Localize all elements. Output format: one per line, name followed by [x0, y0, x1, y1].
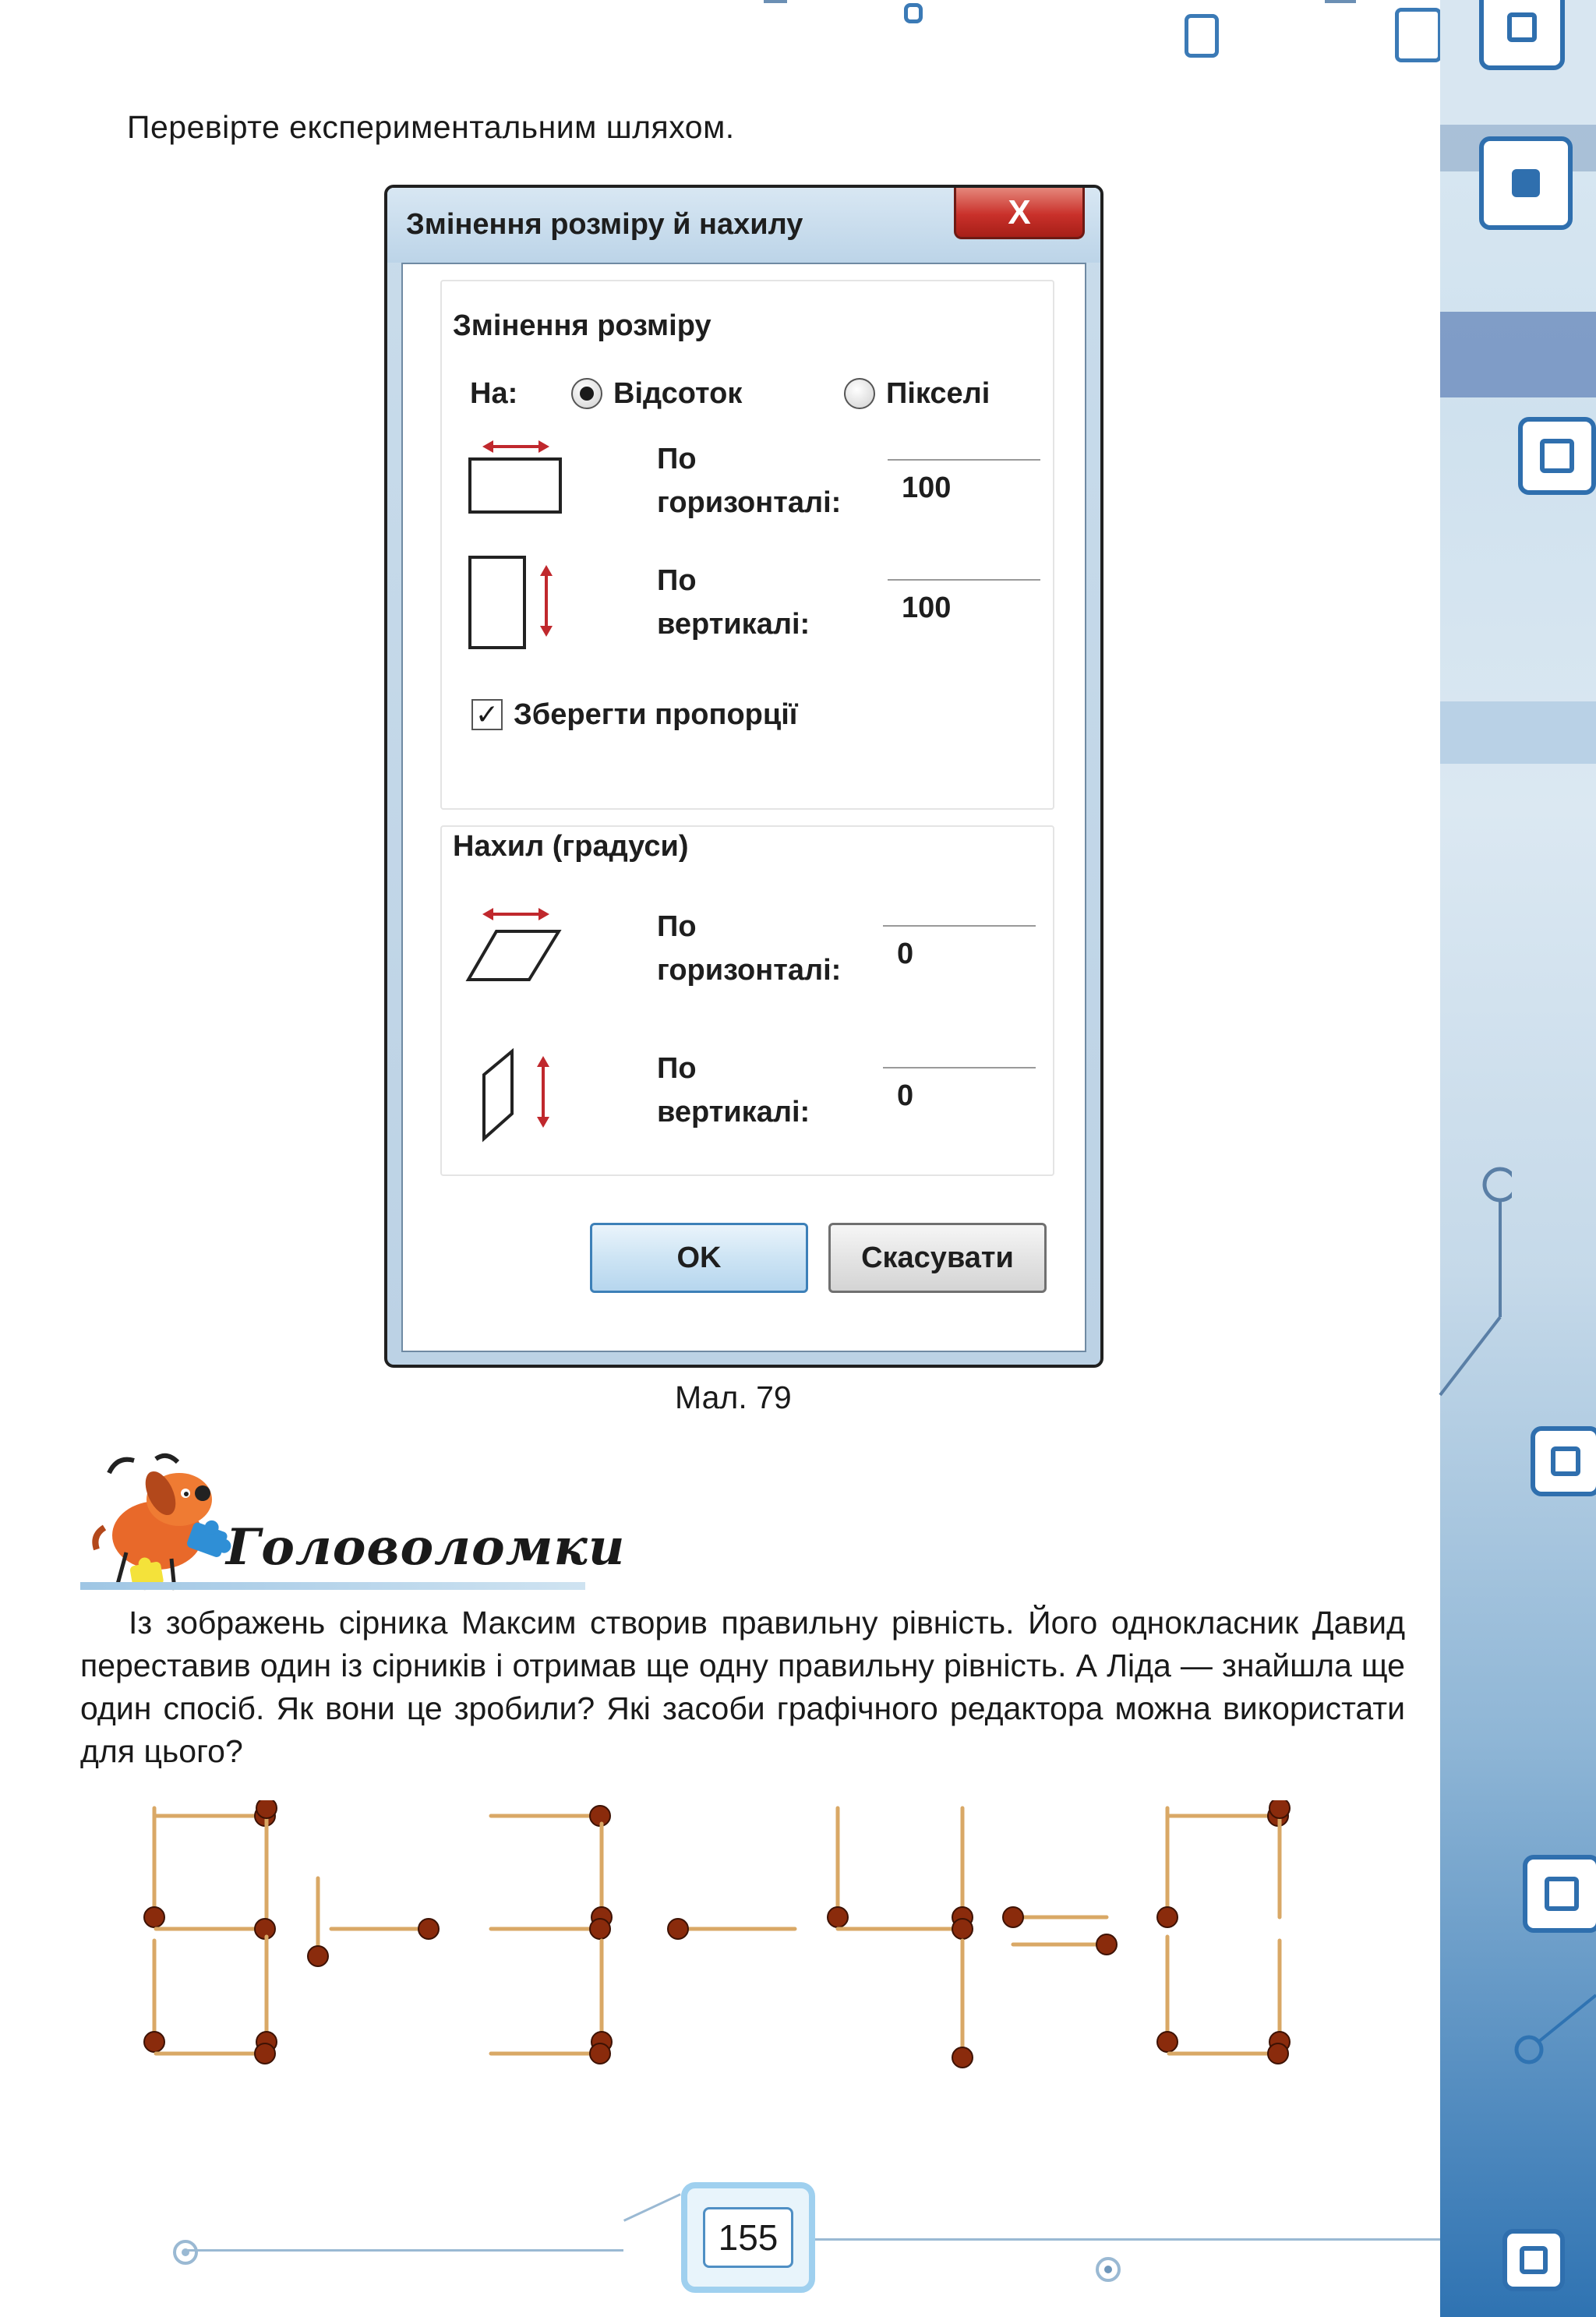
decor-circuit	[1496, 1980, 1596, 2073]
puzzle-paragraph: Із зображень сірника Максим створив правильну рівність. Його однокласник Давид переставив один із сірників і отримав ще одну правильну рівність. А Ліда — знайшла ще один спосіб. Як вони це зробили? Які засоби графічного редактора можна використати для цього?	[80, 1605, 1405, 1769]
matchstick	[1003, 1907, 1107, 1927]
footer-dot-icon	[170, 2237, 201, 2268]
matchstick-equation	[117, 1800, 1364, 2128]
matchstick	[591, 1824, 612, 1927]
ok-button[interactable]: OK	[590, 1223, 808, 1293]
resize-by-label: На:	[470, 377, 518, 410]
skew-vertical-label-1: По	[657, 1052, 697, 1085]
skew-vertical-label-2: вертикалі:	[657, 1096, 810, 1128]
decor-square	[1479, 0, 1565, 70]
decor-square	[1502, 2229, 1565, 2291]
matchstick	[491, 1919, 610, 1939]
resize-horizontal-icon	[465, 433, 567, 518]
resize-skew-dialog	[384, 185, 1103, 1368]
footer-line-left-rise	[623, 2193, 681, 2222]
matchstick	[491, 1806, 610, 1826]
puzzle-heading-underline	[80, 1582, 585, 1590]
matchstick	[668, 1919, 795, 1939]
decor-top-line	[764, 0, 787, 3]
decor-top-square	[1185, 14, 1219, 58]
matchstick	[828, 1808, 848, 1927]
intro-text: Перевірте експериментальним шляхом.	[127, 109, 735, 145]
decor-square	[1523, 1855, 1596, 1933]
footer-line-left	[187, 2249, 623, 2252]
skew-horizontal-icon	[465, 900, 567, 986]
decor-top-square	[1395, 8, 1442, 62]
resize-vertical-input[interactable]: 100	[888, 579, 1040, 635]
resize-horizontal-label-1: По	[657, 443, 697, 475]
keep-ratio-label[interactable]: Зберегти пропорції	[514, 698, 798, 731]
skew-vertical-input[interactable]: 0	[883, 1067, 1036, 1123]
matchstick	[591, 1941, 612, 2052]
matchstick	[1169, 2043, 1288, 2064]
matchstick	[156, 2043, 275, 2064]
dialog-buttons	[590, 1223, 1050, 1296]
puzzle-heading: Головоломки	[226, 1518, 626, 1577]
footer-dot-icon	[1093, 2254, 1124, 2285]
dialog-title: Змінення розміру й нахилу	[406, 208, 803, 241]
matchstick	[144, 1808, 164, 1927]
matchstick	[308, 1878, 328, 1966]
pixels-label[interactable]: Пікселі	[886, 377, 990, 410]
matchstick	[952, 1941, 973, 2068]
decor-square	[1518, 417, 1596, 495]
close-button[interactable]	[954, 188, 1085, 239]
matchstick	[952, 1808, 973, 1927]
skew-section-title: Нахил (градуси)	[453, 830, 689, 863]
matchstick	[331, 1919, 439, 1939]
resize-vertical-label-2: вертикалі:	[657, 608, 810, 641]
matchstick	[838, 1919, 973, 1939]
skew-horizontal-input[interactable]: 0	[883, 925, 1036, 981]
matchstick	[144, 1941, 164, 2052]
decor-square	[1479, 136, 1573, 230]
matchstick	[1013, 1934, 1117, 1955]
skew-vertical-icon	[478, 1044, 571, 1145]
keep-ratio-checkbox[interactable]	[471, 699, 503, 730]
matchstick	[156, 1919, 275, 1939]
decor-top-line	[1325, 0, 1356, 3]
resize-vertical-label-1: По	[657, 564, 697, 597]
dialog-titlebar[interactable]	[387, 188, 1100, 263]
percent-label[interactable]: Відсоток	[613, 377, 743, 410]
resize-horizontal-label-2: горизонталі:	[657, 486, 842, 519]
puzzle-dog-mascot-icon	[86, 1450, 242, 1598]
resize-vertical-icon	[465, 553, 567, 654]
pixels-radio[interactable]	[844, 378, 875, 409]
page-number: 155	[703, 2207, 793, 2268]
matchstick	[491, 2043, 610, 2064]
resize-section-title: Змінення розміру	[453, 309, 711, 342]
resize-horizontal-input[interactable]: 100	[888, 459, 1040, 515]
matchstick	[1157, 1937, 1178, 2052]
decor-circuit	[1426, 1153, 1512, 1411]
cancel-button[interactable]: Скасувати	[828, 1223, 1047, 1293]
decor-square	[1531, 1426, 1596, 1496]
page-number-box	[681, 2182, 815, 2293]
skew-horizontal-label-1: По	[657, 910, 697, 943]
skew-horizontal-label-2: горизонталі:	[657, 954, 842, 987]
figure-caption: Мал. 79	[675, 1379, 792, 1415]
matchstick	[1269, 1941, 1290, 2052]
puzzle-text	[80, 1602, 1405, 1773]
matchstick	[1157, 1808, 1178, 1927]
percent-radio[interactable]	[571, 378, 602, 409]
close-icon: X	[1008, 192, 1031, 231]
check-mark-icon: ✓	[475, 698, 500, 730]
decor-top-square	[904, 3, 923, 23]
footer-line-right	[815, 2238, 1440, 2241]
matchstick	[256, 1937, 277, 2052]
dialog-client-area	[401, 263, 1086, 1352]
